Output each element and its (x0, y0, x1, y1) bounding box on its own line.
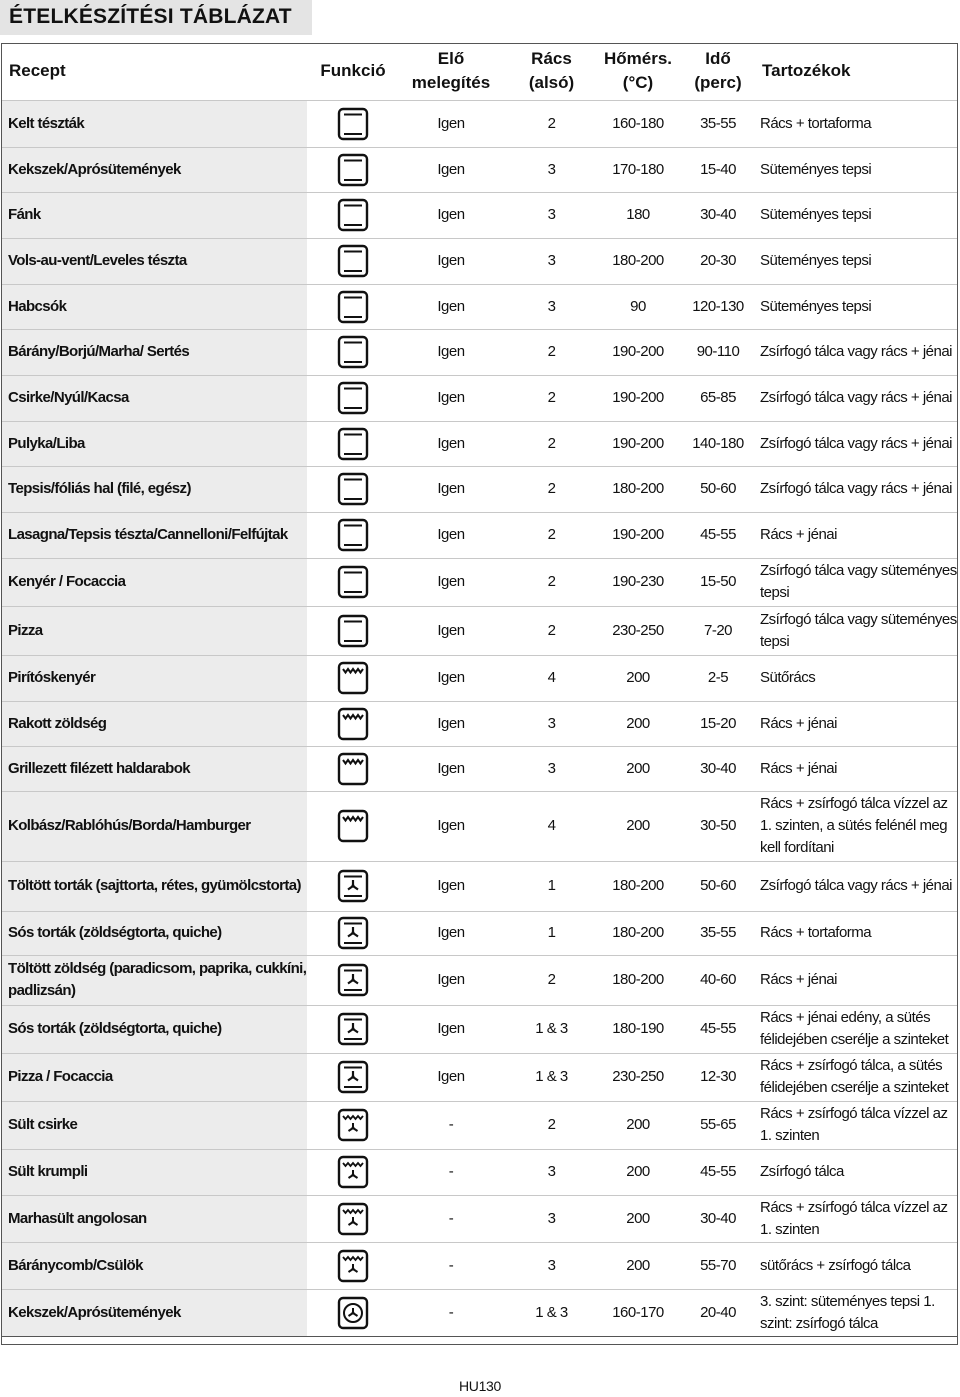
accessories-cell: Rács + jénai (754, 955, 958, 1005)
rack-cell: 2 (503, 421, 594, 466)
time-cell: 45-55 (676, 1005, 754, 1053)
preheat-cell: Igen (393, 1053, 503, 1101)
temp-cell: 180 (594, 192, 676, 238)
temp-cell: 170-180 (594, 147, 676, 192)
function-cell (307, 701, 393, 746)
temp-cell: 200 (594, 1149, 676, 1195)
preheat-cell: Igen (393, 238, 503, 284)
conventional-oven-icon (335, 289, 371, 325)
table-row (1, 466, 958, 512)
conventional-oven-icon (335, 152, 371, 188)
function-cell (307, 1242, 393, 1289)
table-header-row (1, 43, 958, 100)
temp-cell: 190-200 (594, 421, 676, 466)
preheat-cell: Igen (393, 329, 503, 375)
table-row (1, 701, 958, 746)
preheat-cell: Igen (393, 512, 503, 558)
conventional-oven-icon (335, 564, 371, 600)
time-cell: 45-55 (676, 512, 754, 558)
function-cell (307, 1101, 393, 1149)
table-row (1, 1289, 958, 1336)
time-cell: 30-40 (676, 1195, 754, 1242)
function-cell (307, 192, 393, 238)
temp-cell: 200 (594, 701, 676, 746)
fan-assisted-icon (335, 915, 371, 951)
table-row (1, 512, 958, 558)
time-cell: 35-55 (676, 911, 754, 955)
conventional-oven-icon (335, 426, 371, 462)
function-cell (307, 375, 393, 421)
recipe-cell: Bárány/Borjú/Marha/ Sertés (1, 329, 307, 375)
function-cell (307, 421, 393, 466)
time-cell: 15-20 (676, 701, 754, 746)
table-row (1, 1242, 958, 1289)
rack-cell: 3 (503, 238, 594, 284)
function-cell (307, 746, 393, 791)
preheat-cell: - (393, 1101, 503, 1149)
recipe-cell: Tepsis/fóliás hal (filé, egész) (1, 466, 307, 512)
rack-cell: 2 (503, 329, 594, 375)
function-cell (307, 512, 393, 558)
rack-cell: 2 (503, 466, 594, 512)
recipe-cell: Pizza / Focaccia (1, 1053, 307, 1101)
accessories-cell: Zsírfogó tálca (754, 1149, 958, 1195)
accessories-cell: Süteményes tepsi (754, 238, 958, 284)
header-rack: Rács (alsó) (528, 49, 575, 93)
accessories-cell: Rács + zsírfogó tálca, a sütés félidejében cserélje a szinteket (754, 1053, 958, 1101)
accessories-cell: Zsírfogó tálca vagy rács + jénai (754, 861, 958, 911)
temp-cell: 180-190 (594, 1005, 676, 1053)
header-temp: Hőmérs. (°C) (603, 49, 673, 93)
temp-cell: 90 (594, 284, 676, 329)
temp-cell: 180-200 (594, 238, 676, 284)
preheat-cell: Igen (393, 421, 503, 466)
table-row (1, 375, 958, 421)
table-row (1, 1101, 958, 1149)
rack-cell: 2 (503, 606, 594, 655)
preheat-cell: - (393, 1195, 503, 1242)
time-cell: 50-60 (676, 861, 754, 911)
time-cell: 20-40 (676, 1289, 754, 1336)
accessories-cell: Süteményes tepsi (754, 284, 958, 329)
accessories-cell: Rács + tortaforma (754, 911, 958, 955)
rack-cell: 2 (503, 558, 594, 606)
time-cell: 30-40 (676, 192, 754, 238)
temp-cell: 230-250 (594, 606, 676, 655)
temp-cell: 190-230 (594, 558, 676, 606)
temp-cell: 180-200 (594, 466, 676, 512)
temp-cell: 180-200 (594, 911, 676, 955)
time-cell: 90-110 (676, 329, 754, 375)
preheat-cell: Igen (393, 955, 503, 1005)
table-row (1, 1005, 958, 1053)
accessories-cell: sütőrács + zsírfogó tálca (754, 1242, 958, 1289)
recipe-cell: Habcsók (1, 284, 307, 329)
recipe-cell: Sós torták (zöldségtorta, quiche) (1, 911, 307, 955)
recipe-cell: Lasagna/Tepsis tészta/Cannelloni/Felfújtak (1, 512, 307, 558)
cooking-table (1, 43, 958, 1337)
preheat-cell: Igen (393, 375, 503, 421)
preheat-cell: - (393, 1149, 503, 1195)
time-cell: 15-50 (676, 558, 754, 606)
accessories-cell: Süteményes tepsi (754, 192, 958, 238)
rack-cell: 3 (503, 701, 594, 746)
time-cell: 120-130 (676, 284, 754, 329)
rack-cell: 3 (503, 746, 594, 791)
rack-cell: 1 (503, 861, 594, 911)
table-row (1, 284, 958, 329)
preheat-cell: Igen (393, 1005, 503, 1053)
preheat-cell: Igen (393, 192, 503, 238)
preheat-cell: Igen (393, 911, 503, 955)
temp-cell: 200 (594, 1242, 676, 1289)
table-row (1, 1149, 958, 1195)
rack-cell: 1 (503, 911, 594, 955)
time-cell: 7-20 (676, 606, 754, 655)
rack-cell: 1 & 3 (503, 1289, 594, 1336)
fan-assisted-icon (335, 962, 371, 998)
header-function: Funkció (320, 61, 386, 81)
function-cell (307, 466, 393, 512)
grill-icon (335, 808, 371, 844)
recipe-cell: Rakott zöldség (1, 701, 307, 746)
rack-cell: 1 & 3 (503, 1005, 594, 1053)
table-row (1, 1053, 958, 1101)
temp-cell: 200 (594, 746, 676, 791)
function-cell (307, 861, 393, 911)
accessories-cell: Zsírfogó tálca vagy rács + jénai (754, 466, 958, 512)
temp-cell: 180-200 (594, 955, 676, 1005)
accessories-cell: Rács + jénai edény, a sütés félidejében cserélje a szinteket (754, 1005, 958, 1053)
accessories-cell: Rács + jénai (754, 512, 958, 558)
time-cell: 45-55 (676, 1149, 754, 1195)
rack-cell: 4 (503, 655, 594, 701)
temp-cell: 200 (594, 1195, 676, 1242)
recipe-cell: Csirke/Nyúl/Kacsa (1, 375, 307, 421)
time-cell: 50-60 (676, 466, 754, 512)
recipe-cell: Töltött zöldség (paradicsom, paprika, cukkíni, padlizsán) (1, 955, 307, 1005)
accessories-cell: Zsírfogó tálca vagy rács + jénai (754, 375, 958, 421)
rack-cell: 4 (503, 791, 594, 861)
rack-cell: 3 (503, 147, 594, 192)
preheat-cell: Igen (393, 746, 503, 791)
grill-icon (335, 751, 371, 787)
function-cell (307, 1195, 393, 1242)
rack-cell: 2 (503, 955, 594, 1005)
turbo-grill-icon (335, 1248, 371, 1284)
recipe-cell: Töltött torták (sajttorta, rétes, gyümölcstorta) (1, 861, 307, 911)
function-cell (307, 1005, 393, 1053)
table-row (1, 421, 958, 466)
table-row (1, 100, 958, 147)
conventional-oven-icon (335, 197, 371, 233)
accessories-cell: Rács + tortaforma (754, 100, 958, 147)
recipe-cell: Sült krumpli (1, 1149, 307, 1195)
accessories-cell: Zsírfogó tálca vagy süteményes tepsi (754, 558, 958, 606)
preheat-cell: Igen (393, 466, 503, 512)
accessories-cell: Zsírfogó tálca vagy rács + jénai (754, 421, 958, 466)
temp-cell: 180-200 (594, 861, 676, 911)
function-cell (307, 284, 393, 329)
function-cell (307, 606, 393, 655)
recipe-cell: Kolbász/Rablóhús/Borda/Hamburger (1, 791, 307, 861)
function-cell (307, 1289, 393, 1336)
conventional-oven-icon (335, 517, 371, 553)
time-cell: 30-40 (676, 746, 754, 791)
rack-cell: 3 (503, 1242, 594, 1289)
temp-cell: 200 (594, 1101, 676, 1149)
page-number: HU130 (458, 1378, 502, 1394)
preheat-cell: Igen (393, 861, 503, 911)
recipe-cell: Fánk (1, 192, 307, 238)
preheat-cell: Igen (393, 100, 503, 147)
table-row (1, 558, 958, 606)
table-row (1, 329, 958, 375)
function-cell (307, 147, 393, 192)
preheat-cell: Igen (393, 655, 503, 701)
temp-cell: 160-180 (594, 100, 676, 147)
page-title: ÉTELKÉSZÍTÉSI TÁBLÁZAT (0, 0, 312, 35)
recipe-cell: Sült csirke (1, 1101, 307, 1149)
preheat-cell: Igen (393, 558, 503, 606)
time-cell: 65-85 (676, 375, 754, 421)
preheat-cell: Igen (393, 284, 503, 329)
conventional-oven-icon (335, 243, 371, 279)
table-row (1, 147, 958, 192)
accessories-cell: Rács + zsírfogó tálca vízzel az 1. szinten, a sütés felénél meg kell fordítani (754, 791, 958, 861)
time-cell: 12-30 (676, 1053, 754, 1101)
function-cell (307, 329, 393, 375)
rack-cell: 2 (503, 1101, 594, 1149)
convection-bake-icon (335, 1295, 371, 1331)
recipe-cell: Pirítóskenyér (1, 655, 307, 701)
fan-assisted-icon (335, 868, 371, 904)
table-row (1, 655, 958, 701)
function-cell (307, 238, 393, 284)
time-cell: 2-5 (676, 655, 754, 701)
header-preheat: Elő melegítés (411, 49, 491, 93)
recipe-cell: Kekszek/Aprósütemények (1, 147, 307, 192)
preheat-cell: Igen (393, 147, 503, 192)
time-cell: 140-180 (676, 421, 754, 466)
accessories-cell: Rács + zsírfogó tálca vízzel az 1. szinten (754, 1101, 958, 1149)
grill-icon (335, 660, 371, 696)
function-cell (307, 791, 393, 861)
accessories-cell: 3. szint: süteményes tepsi 1. szint: zsírfogó tálca (754, 1289, 958, 1336)
function-cell (307, 1149, 393, 1195)
accessories-cell: Zsírfogó tálca vagy süteményes tepsi (754, 606, 958, 655)
time-cell: 20-30 (676, 238, 754, 284)
rack-cell: 1 & 3 (503, 1053, 594, 1101)
recipe-cell: Kekszek/Aprósütemények (1, 1289, 307, 1336)
table-row (1, 746, 958, 791)
accessories-cell: Rács + zsírfogó tálca vízzel az 1. szinten (754, 1195, 958, 1242)
table-row (1, 1195, 958, 1242)
grill-icon (335, 706, 371, 742)
recipe-cell: Grillezett filézett haldarabok (1, 746, 307, 791)
recipe-cell: Pulyka/Liba (1, 421, 307, 466)
temp-cell: 190-200 (594, 375, 676, 421)
time-cell: 40-60 (676, 955, 754, 1005)
preheat-cell: Igen (393, 701, 503, 746)
temp-cell: 190-200 (594, 512, 676, 558)
conventional-oven-icon (335, 471, 371, 507)
conventional-oven-icon (335, 613, 371, 649)
preheat-cell: - (393, 1289, 503, 1336)
temp-cell: 200 (594, 655, 676, 701)
fan-assisted-icon (335, 1059, 371, 1095)
accessories-cell: Rács + jénai (754, 701, 958, 746)
rack-cell: 3 (503, 1149, 594, 1195)
time-cell: 35-55 (676, 100, 754, 147)
time-cell: 55-70 (676, 1242, 754, 1289)
rack-cell: 2 (503, 375, 594, 421)
table-row (1, 791, 958, 861)
temp-cell: 190-200 (594, 329, 676, 375)
function-cell (307, 1053, 393, 1101)
rack-cell: 3 (503, 1195, 594, 1242)
turbo-grill-icon (335, 1107, 371, 1143)
recipe-cell: Báránycomb/Csülök (1, 1242, 307, 1289)
table-row (1, 238, 958, 284)
temp-cell: 160-170 (594, 1289, 676, 1336)
function-cell (307, 558, 393, 606)
recipe-cell: Pizza (1, 606, 307, 655)
conventional-oven-icon (335, 380, 371, 416)
header-time: Idő (perc) (694, 49, 742, 93)
table-row (1, 861, 958, 911)
temp-cell: 200 (594, 791, 676, 861)
rack-cell: 3 (503, 192, 594, 238)
accessories-cell: Zsírfogó tálca vagy rács + jénai (754, 329, 958, 375)
turbo-grill-icon (335, 1201, 371, 1237)
accessories-cell: Rács + jénai (754, 746, 958, 791)
time-cell: 55-65 (676, 1101, 754, 1149)
header-recipe: Recept (9, 61, 66, 81)
recipe-cell: Kelt tészták (1, 100, 307, 147)
time-cell: 30-50 (676, 791, 754, 861)
rack-cell: 2 (503, 512, 594, 558)
turbo-grill-icon (335, 1154, 371, 1190)
recipe-cell: Vols-au-vent/Leveles tészta (1, 238, 307, 284)
table-row (1, 955, 958, 1005)
function-cell (307, 100, 393, 147)
time-cell: 15-40 (676, 147, 754, 192)
table-row (1, 192, 958, 238)
fan-assisted-icon (335, 1011, 371, 1047)
recipe-cell: Sós torták (zöldségtorta, quiche) (1, 1005, 307, 1053)
rack-cell: 2 (503, 100, 594, 147)
rack-cell: 3 (503, 284, 594, 329)
function-cell (307, 655, 393, 701)
function-cell (307, 955, 393, 1005)
function-cell (307, 911, 393, 955)
temp-cell: 230-250 (594, 1053, 676, 1101)
recipe-cell: Kenyér / Focaccia (1, 558, 307, 606)
table-row (1, 911, 958, 955)
recipe-cell: Marhasült angolosan (1, 1195, 307, 1242)
conventional-oven-icon (335, 334, 371, 370)
preheat-cell: - (393, 1242, 503, 1289)
accessories-cell: Sütőrács (754, 655, 958, 701)
header-accessories: Tartozékok (762, 61, 851, 81)
preheat-cell: Igen (393, 791, 503, 861)
accessories-cell: Süteményes tepsi (754, 147, 958, 192)
preheat-cell: Igen (393, 606, 503, 655)
conventional-oven-icon (335, 106, 371, 142)
table-row (1, 606, 958, 655)
